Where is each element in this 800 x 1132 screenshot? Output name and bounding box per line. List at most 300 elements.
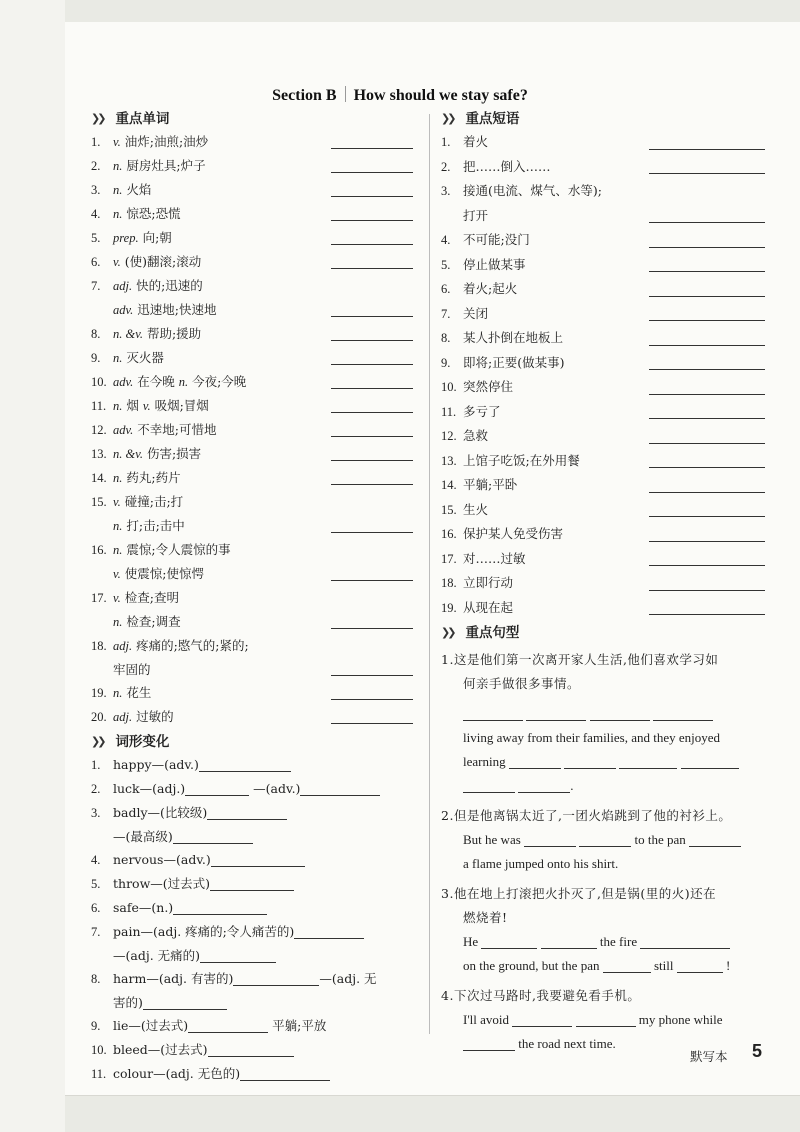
meaning: 打;击;击中 [126,518,185,533]
item-number: 18. [91,639,107,653]
meaning: 疼痛的;愍气的;紧的; [136,638,249,653]
meaning: 过敏的 [136,709,174,724]
meaning: 迅速地;快速地 [137,302,217,317]
answer-blank[interactable] [526,706,586,721]
item-number: 4. [91,207,101,221]
meaning: 不幸地;可惜地 [137,422,217,437]
item-number: 12. [441,429,457,443]
answer-blank[interactable] [649,222,765,223]
item-number: 9. [91,351,101,365]
phrase-item [441,351,771,376]
answer-blank[interactable] [463,778,515,793]
form-hint: (adv.) [164,757,199,772]
sentence-item [441,882,771,978]
answer-blank[interactable] [143,995,227,1010]
meaning: 厨房灶具;炉子 [126,158,206,173]
vocab-item [91,130,421,154]
english-line [441,774,771,798]
item-number: 10. [91,375,107,389]
vocab-item [91,586,421,634]
item-number: 5. [91,877,101,891]
part-of-speech: adv. [113,423,134,437]
phrase-item [441,473,771,498]
english-line [441,852,771,876]
item-number: 20. [91,710,107,724]
phrase-text: 打开 [463,207,489,223]
meaning: 平躺;平放 [272,1018,327,1033]
vocab-item [91,394,421,418]
sentence-item [441,984,771,1056]
answer-blank[interactable] [603,958,651,973]
phrase-text: 着火;起火 [463,281,518,296]
left-column [91,108,421,1086]
base-word: colour [113,1066,154,1081]
phrase-text: 某人扑倒在地板上 [463,330,564,345]
item-number: 6. [91,901,101,915]
answer-blank[interactable] [331,436,413,437]
item-number: 3. [441,886,454,901]
answer-blank[interactable] [233,971,319,986]
word-form-item: 8. harm—(adj. 有害的) —(adj. 无 害的) [91,967,421,1014]
answer-blank[interactable] [208,1042,294,1057]
phrase-text: 急救 [463,428,489,443]
item-number: 11. [91,399,107,413]
answer-blank[interactable] [173,900,267,915]
meaning: 烟 [126,398,139,413]
answer-blank[interactable] [649,492,765,493]
phrase-item [441,277,771,302]
phrases-header: ❯❯ 重点短语 [441,108,771,130]
word-form-item: 10. bleed—(过去式) [91,1038,421,1062]
answer-blank[interactable] [649,271,765,272]
form-hint: (adj. 有害的) [158,971,234,986]
answer-blank[interactable] [331,723,413,724]
phrase-text: 保护某人免受伤害 [463,526,564,541]
item-number: 15. [441,502,457,517]
vocab-item [91,274,421,322]
form-hint: (adj. 无 [331,971,377,986]
phrase-text: 突然停住 [463,379,514,394]
item-number: 10. [441,380,457,394]
meaning: 在今晚 [137,374,175,389]
vocab-item-line2 [91,610,421,634]
english-text: on the ground, but the pan [463,958,600,973]
answer-blank[interactable] [518,778,570,793]
part-of-speech: n. [113,207,123,221]
phrase-item [441,571,771,596]
answer-blank[interactable] [173,829,253,844]
base-word: safe [113,900,139,915]
chinese-text: 何亲手做很多事情。 [463,676,581,691]
answer-blank[interactable] [331,460,413,461]
item-number: 9. [91,1019,101,1033]
meaning: 检查;查明 [124,590,179,605]
item-number: 15. [91,495,107,509]
word-form-item: 3. badly—(比较级) —(最高级) [91,801,421,848]
phrase-item [441,130,771,155]
answer-blank[interactable] [199,757,291,772]
phrase-text: 生火 [463,501,489,517]
answer-blank[interactable] [331,172,413,173]
item-number: 4. [441,233,451,247]
english-line [441,828,771,852]
footer-label: 默写本 [690,1049,728,1064]
phrase-item [441,155,771,180]
right-column [441,108,771,1056]
item-number: 17. [91,591,107,605]
vocab-header: ❯❯ 重点单词 [91,108,421,130]
part-of-speech: n. [113,351,123,365]
form-hint: (过去式) [162,876,211,891]
form-hint: (adv.) [265,781,301,796]
answer-blank[interactable] [590,706,650,721]
answer-blank[interactable] [653,706,713,721]
item-number: 3. [91,806,101,820]
word-form-item: 11. colour—(adj. 无色的) [91,1062,421,1086]
answer-blank[interactable] [579,832,631,847]
meaning: 油炸;油煎;油炒 [124,134,209,149]
answer-blank[interactable] [331,148,413,149]
phrase-text: 停止做某事 [463,256,526,272]
item-number: 13. [441,453,457,468]
answer-blank[interactable] [677,958,723,973]
part-of-speech: adv. [113,303,134,317]
base-word: happy [113,757,152,772]
page-number: 5 [752,1041,763,1061]
item-number: 3. [91,183,101,197]
answer-blank[interactable] [211,852,305,867]
part-of-speech: v. [113,255,121,269]
answer-blank[interactable] [331,484,413,485]
part-of-speech: n. [178,375,189,389]
part-of-speech: v. [113,567,121,581]
answer-blank[interactable] [481,934,537,949]
item-number: 17. [441,551,457,566]
form-hint: (比较级) [160,805,208,820]
answer-blank[interactable] [331,220,413,221]
answer-blank[interactable] [649,516,765,517]
vocab-item [91,538,421,586]
chinese-text: 下次过马路时,我要避免看手机。 [453,988,641,1003]
item-number: 14. [441,478,457,492]
answer-blank[interactable] [512,1012,572,1027]
english-line [441,726,771,750]
form-hint: (最高级) [125,829,173,844]
forms-list [91,753,421,1086]
part-of-speech: v. [113,591,121,605]
vocab-item [91,466,421,490]
phrase-text: 平躺;平卧 [463,477,518,492]
answer-blank[interactable] [210,876,294,891]
meaning: 伤害;损害 [146,446,202,461]
answer-blank[interactable] [300,781,380,796]
title-separator [345,86,346,102]
meaning: 花生 [126,685,152,700]
meaning: 吸烟;冒烟 [154,398,209,413]
english-line [441,1008,771,1032]
part-of-speech: adj. [113,279,133,293]
vocab-item [91,154,421,178]
english-line [441,750,771,774]
vocab-item-line2 [91,562,421,586]
item-number: 6. [91,255,101,269]
part-of-speech: n. [113,615,123,629]
english-text: learning [463,754,506,769]
base-word: lie [113,1018,129,1033]
english-text: my phone while [638,1012,723,1027]
answer-blank[interactable] [524,832,576,847]
phrase-item [441,522,771,547]
answer-blank[interactable] [619,754,677,769]
chinese-text: 他在地上打滚把火扑灭了,但是锅(里的火)还在 [453,886,717,901]
item-number: 10. [91,1043,107,1057]
part-of-speech: adv. [113,375,134,389]
answer-blank[interactable] [331,699,413,700]
phrase-item [441,179,771,228]
answer-blank[interactable] [331,340,413,341]
forms-header: ❯❯ 词形变化 [91,731,421,753]
item-number: 16. [441,527,457,541]
sentence-chinese [441,804,771,828]
meaning: (使)翻滚;滚动 [124,254,202,269]
answer-blank[interactable] [185,781,249,796]
meaning: 帮助;援助 [146,326,202,341]
meaning: 检查;调查 [126,614,181,629]
item-number: 7. [441,306,451,321]
item-number: 19. [441,600,457,615]
word-form-line2 [91,991,421,1014]
vocab-item [91,634,421,681]
meaning: 惊恐;恐慌 [126,206,181,221]
vocab-item-line2 [91,658,421,681]
item-number: 2. [91,782,101,796]
meaning: 快的;迅速的 [136,278,203,293]
answer-blank[interactable] [207,805,287,820]
phrase-item [441,596,771,621]
answer-blank[interactable] [188,1018,268,1033]
phrase-text: 立即行动 [463,575,514,590]
item-number: 1. [91,758,101,772]
answer-blank[interactable] [200,948,276,963]
answer-blank[interactable] [564,754,616,769]
vocab-item [91,418,421,442]
answer-blank[interactable] [331,196,413,197]
answer-blank[interactable] [331,244,413,245]
word-form-item: 6. safe—(n.) [91,896,421,920]
answer-blank[interactable] [649,345,765,346]
base-word: harm [113,971,147,986]
phrase-text: 上馆子吃饭;在外用餐 [463,452,580,468]
double-chevron-icon: ❯❯ [441,112,454,125]
vocab-item-line2 [91,514,421,538]
meaning: 向;朝 [142,230,172,245]
answer-blank[interactable] [649,320,765,321]
answer-blank[interactable] [509,754,561,769]
item-number: 11. [91,1067,107,1081]
word-form-item: 1. happy—(adv.) [91,753,421,777]
part-of-speech: v. [113,495,121,509]
answer-blank[interactable] [649,369,765,370]
english-text: He [463,934,479,949]
phrase-text: 关闭 [463,305,489,321]
answer-blank[interactable] [649,418,765,419]
meaning: 牢固的 [113,662,151,677]
answer-blank[interactable] [331,532,413,533]
english-text: ! [726,958,731,973]
part-of-speech: n. [113,519,123,533]
top-margin-strip [65,0,800,23]
double-chevron-icon: ❯❯ [91,112,104,125]
sentence-chinese-line2 [441,672,771,696]
meaning: 今夜;今晚 [192,374,247,389]
item-number: 8. [91,327,101,341]
answer-blank[interactable] [649,565,765,566]
vocab-item [91,226,421,250]
phrase-item-line2 [441,204,771,229]
vocab-item [91,178,421,202]
base-word: luck [113,781,140,796]
english-text: I'll avoid [463,1012,510,1027]
phrase-text: 把……倒入…… [463,158,551,174]
form-hint: 害的) [113,995,143,1010]
base-word: nervous [113,852,164,867]
answer-blank[interactable] [649,443,765,444]
item-number: 12. [91,423,107,437]
part-of-speech: adj. [113,639,133,653]
part-of-speech: n. [113,159,123,173]
item-number: 14. [91,471,107,485]
part-of-speech: n. [113,543,123,557]
part-of-speech: n. [113,183,123,197]
vocab-item [91,202,421,226]
form-hint: (adj. 无色的) [165,1066,241,1081]
phrase-text: 多亏了 [463,403,501,419]
item-number: 2. [441,159,451,174]
meaning: 火焰 [126,182,152,197]
answer-blank[interactable] [640,934,730,949]
section-title [0,86,800,105]
item-number: 11. [441,404,457,419]
base-word: throw [113,876,151,891]
part-of-speech: n. [113,399,123,413]
word-form-line2: —(adj. 无痛的) [91,944,421,967]
vocab-list [91,130,421,729]
answer-blank[interactable] [541,934,597,949]
answer-blank[interactable] [463,706,523,721]
meaning: 药丸;药片 [126,470,181,485]
chinese-text: 燃烧着! [463,910,508,925]
section-heading: How should we stay safe? [353,87,528,104]
form-hint: (n.) [151,900,174,915]
answer-blank[interactable] [331,628,413,629]
vocab-item [91,490,421,538]
english-text: still [653,958,674,973]
answer-blank[interactable] [240,1066,330,1081]
english-text: the fire [599,934,638,949]
answer-blank[interactable] [681,754,739,769]
answer-blank[interactable] [649,247,765,248]
vocab-item [91,322,421,346]
base-word: badly [113,805,148,820]
item-number: 16. [91,543,107,557]
english-line [441,930,771,954]
answer-blank[interactable] [331,675,413,676]
item-number: 18. [441,576,457,590]
vocab-item [91,705,421,729]
answer-blank[interactable] [294,924,364,939]
phrase-item [441,326,771,351]
answer-blank[interactable] [331,580,413,581]
answer-blank[interactable] [649,394,765,395]
phrase-item [441,547,771,572]
answer-blank[interactable] [331,316,413,317]
answer-blank[interactable] [576,1012,636,1027]
phrase-item [441,449,771,474]
meaning: 灭火器 [126,350,164,365]
chinese-text: 这是他们第一次离开家人生活,他们喜欢学习如 [453,652,719,667]
item-number: 1. [441,135,451,149]
word-form-item: 7. pain—(adj. 疼痛的;令人痛苦的) —(adj. 无痛的) [91,920,421,967]
item-number: 13. [91,447,107,461]
item-number: 4. [91,853,101,867]
english-text: a flame jumped onto his shirt. [463,856,619,871]
double-chevron-icon: ❯❯ [441,626,454,639]
answer-blank[interactable] [649,590,765,591]
vocab-item-line2 [91,298,421,322]
phrase-text: 从现在起 [463,599,514,615]
part-of-speech: n. [113,686,123,700]
meaning: 使震惊;使惊愕 [124,566,204,581]
answer-blank[interactable] [331,268,413,269]
item-number: 19. [91,686,107,700]
sentence-chinese [441,984,771,1008]
answer-blank[interactable] [463,1036,515,1051]
sentence-chinese [441,648,771,672]
english-text: the road next time. [518,1036,616,1051]
answer-blank[interactable] [649,614,765,615]
answer-blank[interactable] [649,296,765,297]
answer-blank[interactable] [689,832,741,847]
section-label: Section B [272,87,337,104]
answer-blank[interactable] [649,467,765,468]
item-number: 9. [441,355,451,370]
answer-blank[interactable] [331,412,413,413]
part-of-speech: n. &v. [113,447,143,461]
phrase-item [441,375,771,400]
answer-line [441,696,771,726]
sentence-item [441,804,771,876]
form-hint: (adj.) [152,781,186,796]
english-text: But he was [463,832,521,847]
item-number: 3. [441,184,451,198]
item-number: 2. [91,159,101,173]
word-form-item: 2. luck—(adj.) —(adv.) [91,777,421,801]
sentence-chinese-line2 [441,906,771,930]
part-of-speech: prep. [113,231,139,245]
answer-blank[interactable] [331,364,413,365]
phrase-list [441,130,771,620]
phrase-item [441,228,771,253]
answer-blank[interactable] [649,173,765,174]
answer-blank[interactable] [649,149,765,150]
part-of-speech: adj. [113,710,133,724]
form-hint: (adj. 无痛的) [125,948,201,963]
answer-blank[interactable] [331,388,413,389]
phrase-text: 即将;正要(做某事) [463,354,565,370]
answer-blank[interactable] [649,541,765,542]
vocab-item [91,442,421,466]
bottom-margin-strip [65,1095,800,1132]
